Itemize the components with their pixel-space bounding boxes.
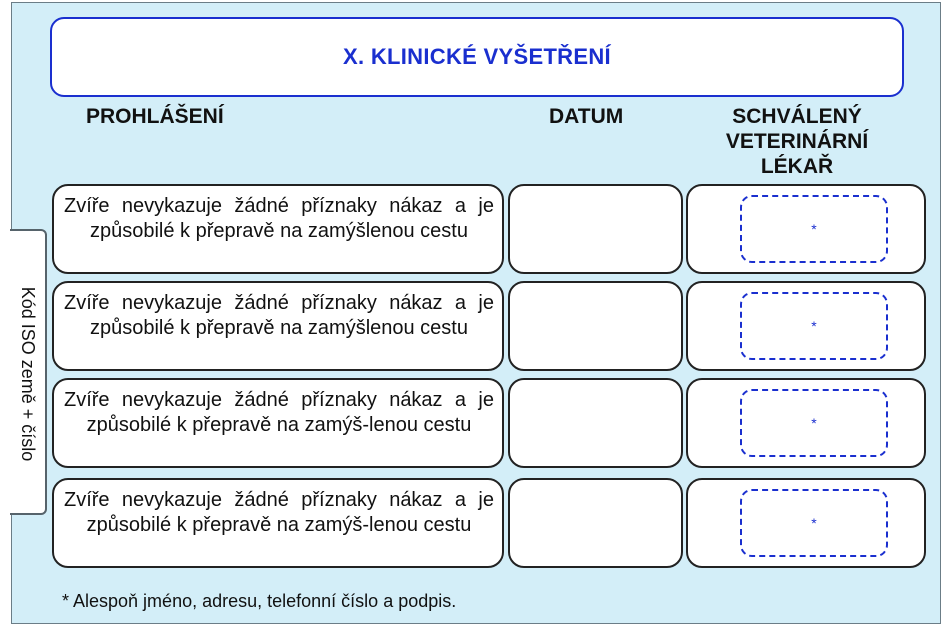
declaration-cell-3: Zvíře nevykazuje žádné příznaky nákaz a je způsobilé k přepravě na zamýš-lenou cestu xyxy=(52,378,504,468)
declaration-cell-4: Zvíře nevykazuje žádné příznaky nákaz a je způsobilé k přepravě na zamýš-lenou cestu xyxy=(52,478,504,568)
vet-cell-3 xyxy=(686,378,926,468)
header-vet-line3: LÉKAŘ xyxy=(760,155,834,178)
iso-code-label: Kód ISO země + číslo xyxy=(18,286,39,462)
date-field-4[interactable] xyxy=(508,478,683,568)
vet-cell-2 xyxy=(686,281,926,371)
footnote: * Alespoň jméno, adresu, telefonní číslo a podpis. xyxy=(62,591,457,611)
header-date: DATUM xyxy=(549,105,624,128)
declaration-cell-2: Zvíře nevykazuje žádné příznaky nákaz a je způsobilé k přepravě na zamýšlenou cestu xyxy=(52,281,504,371)
vet-stamp-field-3[interactable]: * xyxy=(740,389,888,457)
iso-code-tab xyxy=(10,229,47,515)
date-field-1[interactable] xyxy=(508,184,683,274)
date-field-2[interactable] xyxy=(508,281,683,371)
clinical-exam-form xyxy=(11,2,941,624)
vet-stamp-field-4[interactable]: * xyxy=(740,489,888,557)
header-vet-line1: SCHVÁLENÝ xyxy=(732,105,862,128)
header-declaration: PROHLÁŠENÍ xyxy=(86,105,224,128)
header-approved-vet xyxy=(702,104,892,179)
vet-cell-1 xyxy=(686,184,926,274)
declaration-cell-1: Zvíře nevykazuje žádné příznaky nákaz a je způsobilé k přepravě na zamýšlenou cestu xyxy=(52,184,504,274)
vet-cell-4 xyxy=(686,478,926,568)
date-field-3[interactable] xyxy=(508,378,683,468)
header-vet-line2: VETERINÁRNÍ xyxy=(725,130,869,153)
section-title: X. KLINICKÉ VYŠETŘENÍ xyxy=(50,17,904,97)
vet-stamp-field-2[interactable]: * xyxy=(740,292,888,360)
vet-stamp-field-1[interactable]: * xyxy=(740,195,888,263)
